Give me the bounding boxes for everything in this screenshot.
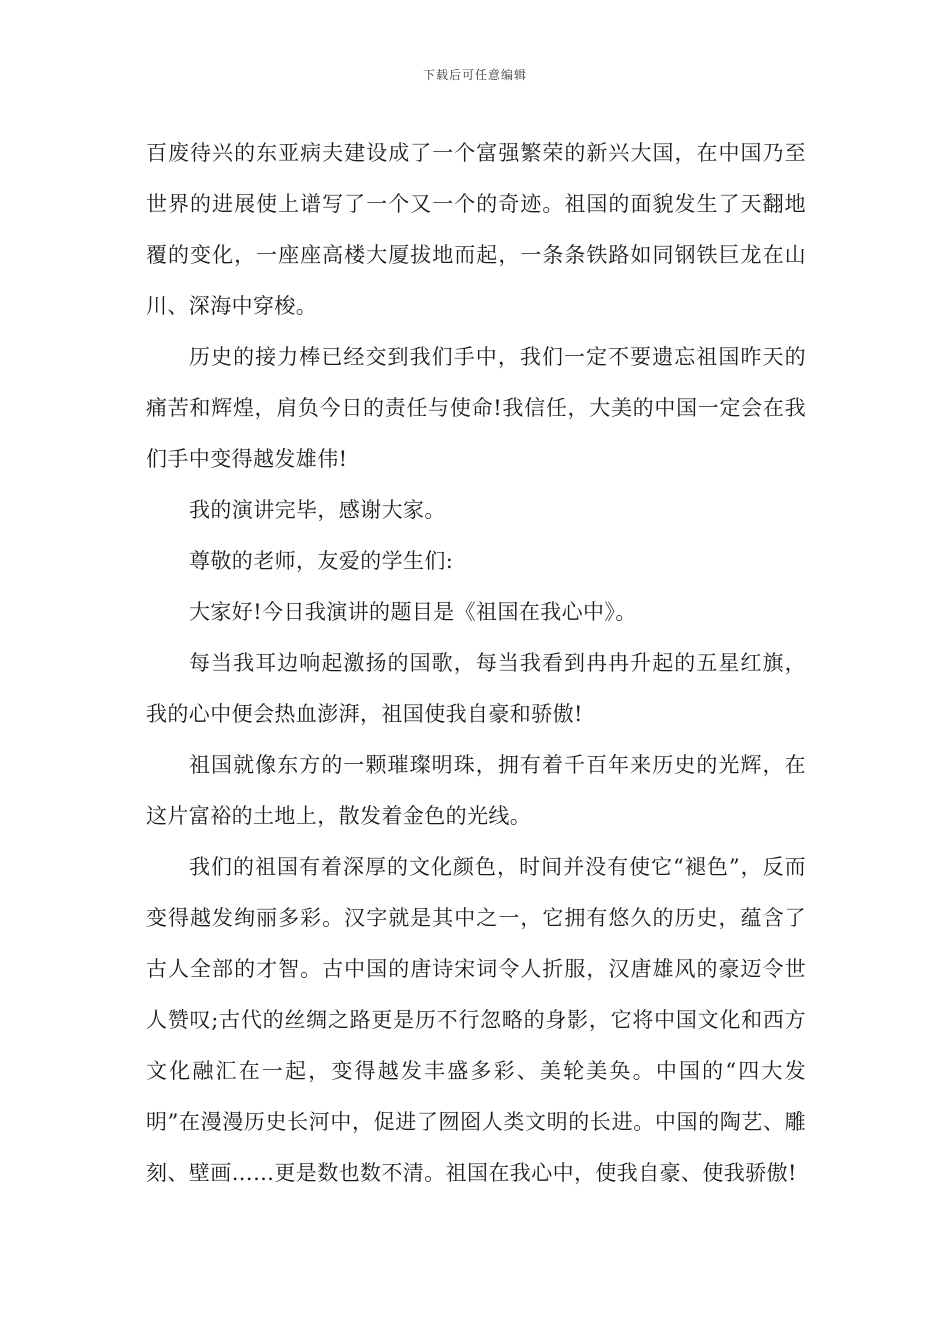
paragraph-4: 尊敬的老师，友爱的学生们: bbox=[189, 549, 454, 573]
paragraph-6: 每当我耳边响起激扬的国歌，每当我看到冉冉升起的五星红旗，我的心中便会热血澎湃，祖国使我自豪和骄傲! bbox=[146, 651, 806, 726]
paragraph-3: 我的演讲完毕，感谢大家。 bbox=[189, 498, 446, 522]
paragraph-5: 大家好!今日我演讲的题目是《祖国在我心中》。 bbox=[189, 600, 637, 624]
paragraph-7: 祖国就像东方的一颗璀璨明珠，拥有着千百年来历史的光辉，在这片富裕的土地上，散发着金色的光线。 bbox=[146, 753, 806, 828]
page-header: 下载后可任意编辑 bbox=[422, 68, 527, 82]
paragraph-2: 历史的接力棒已经交到我们手中，我们一定不要遗忘祖国昨天的痛苦和辉煌，肩负今日的责任与使命!我信任，大美的中国一定会在我们手中变得越发雄伟! bbox=[146, 345, 806, 471]
document-body bbox=[146, 128, 806, 1199]
paragraph-1: 百废待兴的东亚病夫建设成了一个富强繁荣的新兴大国，在中国乃至世界的进展使上谱写了一个又一个的奇迹。祖国的面貌发生了天翻地覆的变化，一座座高楼大厦拔地而起，一条条铁路如同钢铁巨龙在山川、深海中穿梭。 bbox=[146, 141, 806, 318]
paragraph-8: 我们的祖国有着深厚的文化颜色，时间并没有使它“褪色”，反而变得越发绚丽多彩。汉字就是其中之一，它拥有悠久的历史，蕴含了古人全部的才智。古中国的唐诗宋词令人折服，汉唐雄风的豪迈令世人赞叹;古代的丝绸之路更是历不行忽略的身影，它将中国文化和西方文化融汇在一起，变得越发丰盛多彩、美轮美奂。中国的“四大发明”在漫漫历史长河中，促进了囫囵人类文明的长进。中国的陶艺、雕刻、壁画……更是数也数不清。祖国在我心中，使我自豪、使我骄傲! bbox=[146, 855, 806, 1185]
